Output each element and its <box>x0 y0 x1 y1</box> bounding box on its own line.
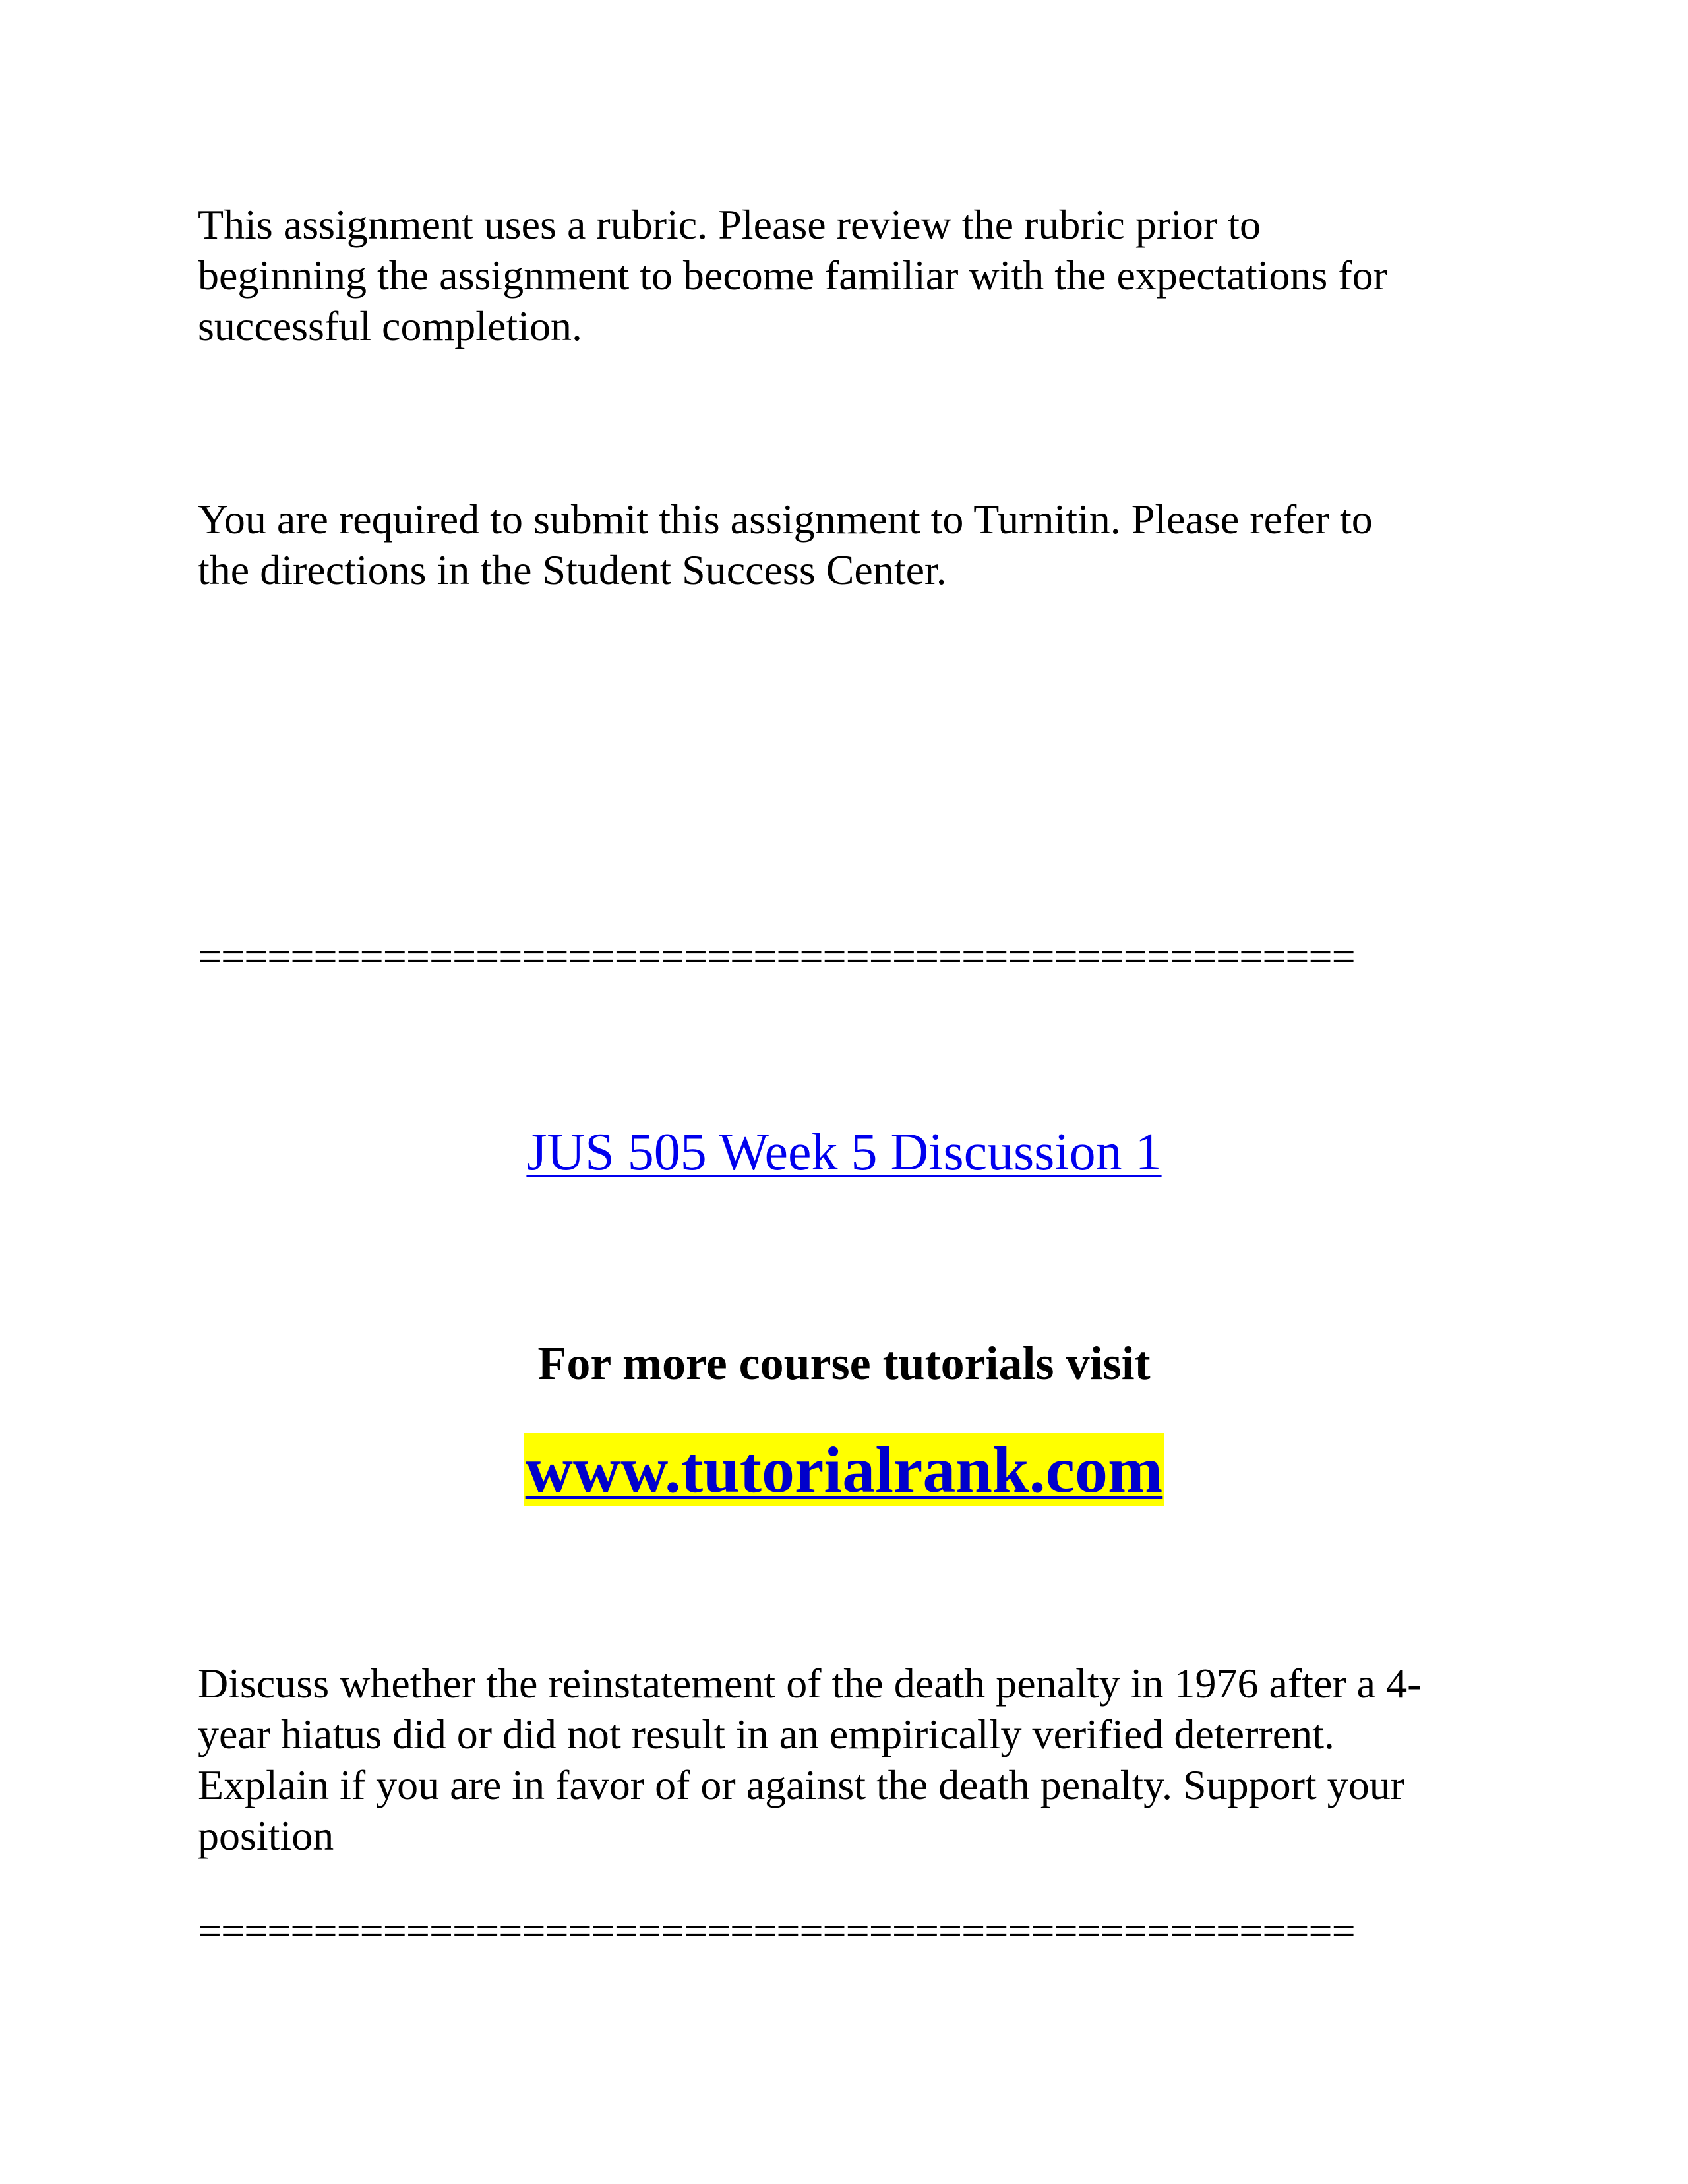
promo-url-link[interactable]: www.tutorialrank.com <box>525 1433 1163 1506</box>
paragraph-line: beginning the assignment to become familiar with the expectations for <box>198 252 1387 299</box>
paragraph-line: successful completion. <box>198 303 582 349</box>
discussion-prompt-paragraph <box>198 1658 1517 1861</box>
promo-url-wrapper <box>0 1431 1688 1510</box>
text-divider: ================================================== <box>198 933 1355 980</box>
title-link-wrapper <box>0 1121 1688 1184</box>
paragraph-line: year hiatus did or did not result in an empirically verified deterrent. <box>198 1711 1335 1757</box>
paragraph-line: You are required to submit this assignment to Turnitin. Please refer to <box>198 496 1373 543</box>
paragraph-line: Explain if you are in favor of or against the death penalty. Support your <box>198 1761 1404 1808</box>
paragraph-line: position <box>198 1812 334 1859</box>
rubric-paragraph <box>198 199 1517 351</box>
discussion-title-link[interactable]: JUS 505 Week 5 Discussion 1 <box>526 1123 1162 1181</box>
promo-heading: For more course tutorials visit <box>537 1337 1151 1390</box>
paragraph-line: This assignment uses a rubric. Please review the rubric prior to <box>198 201 1261 248</box>
turnitin-paragraph <box>198 494 1517 595</box>
text-divider: ================================================== <box>198 1907 1355 1954</box>
paragraph-line: Discuss whether the reinstatement of the death penalty in 1976 after a 4- <box>198 1660 1422 1707</box>
paragraph-line: the directions in the Student Success Center. <box>198 546 947 593</box>
